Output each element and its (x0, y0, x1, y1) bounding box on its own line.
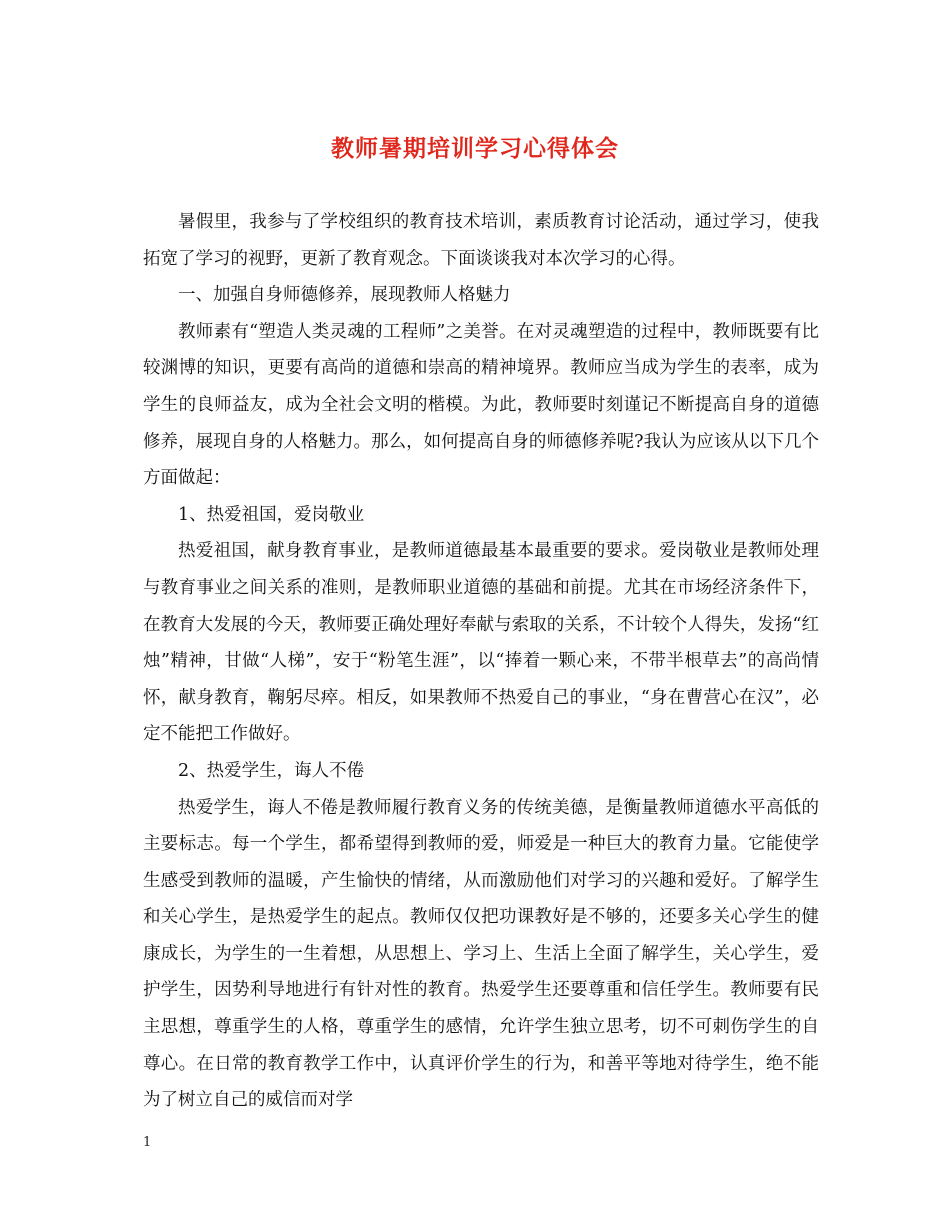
document-title: 教师暑期培训学习心得体会 (331, 135, 619, 162)
subsection-heading-2: 2、热爱学生，诲人不倦 (178, 760, 365, 781)
paragraph-subsection-2: 热爱学生，诲人不倦是教师履行教育义务的传统美德，是衡量教师道德水平高低的主要标志。每一个学生，都希望得到教师的爱，师爱是一种巨大的教育力量。它能使学生感受到教师的温暖，产生愉快的情绪，从而激励他们对学习的兴趣和爱好。了解学生和关心学生，是热爱学生的起点。教师仅仅把功课教好是不够的，还要多关心学生的健康成长，为学生的一生着想，从思想上、学习上、生活上全面了解学生，关心学生，爱护学生，因势利导地进行有针对性的教育。热爱学生还要尊重和信任学生。教师要有民主思想，尊重学生的人格，尊重学生的感情，允许学生独立思考，切不可刺伤学生的自尊心。在日常的教育教学工作中，认真评价学生的行为，和善平等地对待学生，绝不能为了树立自己的威信而对学 (143, 797, 819, 1111)
subsection-heading-1: 1、热爱祖国，爱岗敬业 (178, 504, 365, 525)
page-number: 1 (143, 1135, 152, 1150)
paragraph-subsection-1: 热爱祖国，献身教育事业，是教师道德最基本最重要的要求。爱岗敬业是教师处理与教育事业之间关系的准则，是教师职业道德的基础和前提。尤其在市场经济条件下，在教育大发展的今天，教师要正确处理好奉献与索取的关系，不计较个人得失，发扬“红烛”精神，甘做“人梯”，安于“粉笔生涯”，以“捧着一颗心来，不带半根草去”的高尚情怀，献身教育，鞠躬尽瘁。相反，如果教师不热爱自己的事业，“身在曹营心在汉”，必定不能把工作做好。 (143, 541, 819, 745)
paragraph-section-1: 教师素有“塑造人类灵魂的工程师”之美誉。在对灵魂塑造的过程中，教师既要有比较渊博的知识，更要有高尚的道德和崇高的精神境界。教师应当成为学生的表率，成为学生的良师益友，成为全社会文明的楷模。为此，教师要时刻谨记不断提高自身的道德修养，展现自身的人格魅力。那么，如何提高自身的师德修养呢?我认为应该从以下几个方面做起： (143, 321, 819, 489)
document-body (143, 204, 819, 1119)
section-heading-1: 一、加强自身师德修养，展现教师人格魅力 (178, 285, 511, 306)
paragraph-intro: 暑假里，我参与了学校组织的教育技术培训，素质教育讨论活动，通过学习，使我拓宽了学习的视野，更新了教育观念。下面谈谈我对本次学习的心得。 (143, 212, 819, 269)
